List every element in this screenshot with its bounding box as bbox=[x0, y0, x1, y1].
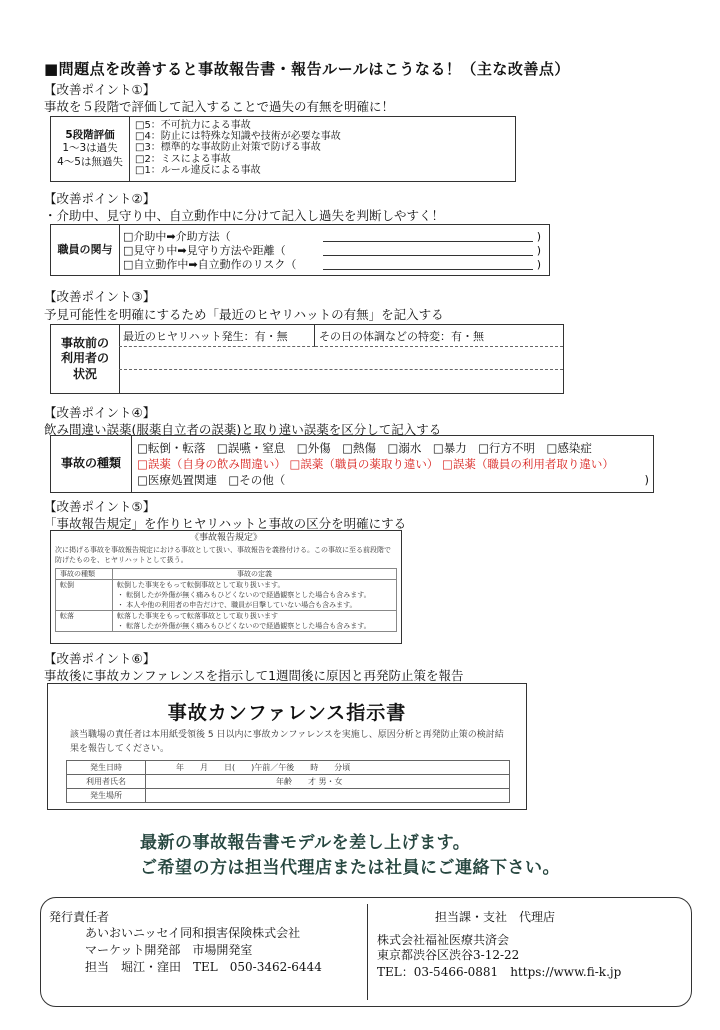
fill-line[interactable] bbox=[323, 255, 533, 256]
close-paren: ) bbox=[644, 473, 649, 487]
closing-line-2: ご希望の方は担当代理店または社員にご連絡下さい。 bbox=[140, 858, 560, 878]
point1-label-title: 5段階評価 bbox=[65, 128, 115, 141]
point3-desc: 予見可能性を明確にするため「最近のヒヤリハットの有無」を記入する bbox=[44, 307, 444, 322]
point1-box bbox=[50, 116, 516, 182]
rule-definition bbox=[113, 611, 397, 632]
point3-box bbox=[50, 324, 564, 394]
agent-tel[interactable]: TEL：03-5466-0881 https://www.fi-k.jp bbox=[377, 965, 622, 979]
accident-type-row[interactable] bbox=[137, 472, 649, 488]
point1-label-line: 4～5は無過失 bbox=[57, 155, 123, 168]
point3-label-line: 事故前の bbox=[60, 335, 109, 350]
conference-title: 事故カンファレンス指示書 bbox=[167, 702, 407, 724]
point4-title: 【改善ポイント④】 bbox=[44, 405, 156, 420]
rule-line: ・ 転落したが外傷が無く痛みもひどくないので経過観察とした場合も含みます。 bbox=[117, 622, 371, 630]
point5-title: 【改善ポイント⑤】 bbox=[44, 499, 156, 514]
agent-label: 担当課・支社 代理店 bbox=[435, 910, 556, 924]
conference-row bbox=[67, 761, 510, 775]
conference-body: 該当職場の責任者は本用紙受領後 5 日以内に事故カンファレンスを実施し、原因分析と再発防止策の検討結果を報告してください。 bbox=[70, 730, 504, 754]
rule-col-header: 事故の種類 bbox=[56, 569, 113, 580]
point6-title: 【改善ポイント⑥】 bbox=[44, 651, 156, 666]
conference-row-value[interactable]: 年齢 才 男・女 bbox=[146, 775, 510, 789]
condition-cell[interactable]: その日の体調などの特変：有・無 bbox=[315, 325, 563, 347]
involvement-row[interactable] bbox=[123, 230, 543, 244]
publisher-dept: マーケット開発部 市場開発室 bbox=[85, 943, 253, 957]
point2-label: 職員の関与 bbox=[51, 225, 120, 275]
publisher-label: 発行責任者 bbox=[49, 910, 110, 924]
publisher-company: あいおいニッセイ同和損害保険株式会社 bbox=[85, 926, 301, 940]
rule-document bbox=[50, 530, 402, 644]
conference-row bbox=[67, 789, 510, 803]
rule-doc-title: 《事故報告規定》 bbox=[189, 533, 262, 543]
rule-line: ・ 転倒したが外傷が無く痛みもひどくないので経過観察とした場合も含みます。 bbox=[117, 591, 371, 599]
conference-row bbox=[67, 775, 510, 789]
close-paren: ) bbox=[536, 258, 541, 271]
rule-col-header: 事故の定義 bbox=[113, 569, 397, 580]
rule-kind: 転落 bbox=[56, 611, 113, 632]
point4-desc: 飲み間違い誤薬(服薬自立者の誤薬)と取り違い誤薬を区分して記入する bbox=[44, 422, 442, 437]
publisher-contact: 担当 堀江・窪田 TEL 050-3462-6444 bbox=[85, 960, 322, 974]
conference-row-label: 発生日時 bbox=[67, 761, 146, 775]
option-checkbox[interactable]: □2：ミスによる事故 bbox=[135, 153, 231, 165]
fill-line[interactable] bbox=[323, 269, 533, 270]
involvement-option[interactable]: □介助中➡介助方法（ bbox=[123, 230, 231, 243]
conference-row-label: 発生場所 bbox=[67, 789, 146, 803]
involvement-option[interactable]: □自立動作中➡自立動作のリスク（ bbox=[123, 258, 297, 271]
involvement-option[interactable]: □見守り中➡見守り方法や距離（ bbox=[123, 244, 286, 257]
option-checkbox[interactable]: □5：不可抗力による事故 bbox=[135, 120, 251, 131]
conference-row-value[interactable] bbox=[146, 789, 510, 803]
conference-row-label: 利用者氏名 bbox=[67, 775, 146, 789]
point3-label-line: 利用者の bbox=[60, 351, 109, 366]
footer-box bbox=[40, 897, 692, 1007]
other-option[interactable]: □医療処置関連 □その他（ bbox=[137, 473, 286, 487]
point1-label-line: 1～3は過失 bbox=[62, 142, 118, 155]
point2-desc: ・介助中、見守り中、自立動作中に分けて記入し過失を判断しやすく！ bbox=[44, 208, 445, 223]
involvement-row[interactable] bbox=[123, 258, 543, 272]
point2-title: 【改善ポイント②】 bbox=[44, 191, 156, 206]
point2-box bbox=[50, 224, 550, 276]
point4-options bbox=[137, 440, 649, 488]
rule-table bbox=[55, 568, 397, 632]
point5-desc: 「事故報告規定」を作りヒヤリハットと事故の区分を明確にする bbox=[44, 516, 407, 531]
rule-doc-intro: 次に掲げる事故を事故報告規定における事故として扱い、事故報告を義務付ける。この事故に至る前段階で防げたものを、ヒヤリハットとして扱う。 bbox=[55, 546, 391, 564]
situation-line[interactable] bbox=[119, 347, 563, 370]
point3-label-line: 状況 bbox=[72, 366, 97, 381]
close-paren: ) bbox=[536, 244, 541, 257]
point4-box bbox=[50, 435, 654, 493]
footer-divider bbox=[367, 904, 368, 1000]
option-checkbox[interactable]: □1：ルール違反による事故 bbox=[135, 164, 261, 176]
conference-document bbox=[47, 683, 527, 810]
rule-line: ・ 本人や他の利用者の申告だけで、職員が目撃していない場合も含みます。 bbox=[117, 601, 357, 609]
point6-desc: 事故後に事故カンファレンスを指示して1週間後に原因と再発防止策を報告 bbox=[44, 668, 464, 683]
point1-desc: 事故を５段階で評価して記入することで過失の有無を明確に！ bbox=[44, 99, 395, 114]
point1-options bbox=[135, 120, 341, 176]
point1-title: 【改善ポイント①】 bbox=[44, 82, 156, 97]
close-paren: ) bbox=[536, 230, 541, 243]
point3-title: 【改善ポイント③】 bbox=[44, 289, 156, 304]
point2-options bbox=[123, 230, 543, 272]
point4-label: 事故の種類 bbox=[51, 436, 132, 492]
agent-address: 東京都渋谷区渋谷3-12-22 bbox=[377, 948, 520, 962]
rule-line: 転倒した事実をもって転倒事故として取り扱います。 bbox=[117, 581, 285, 589]
option-checkbox[interactable]: □3：標準的な事故防止対策で防げる事故 bbox=[135, 142, 321, 154]
rule-definition bbox=[113, 580, 397, 611]
conference-row-value[interactable]: 年 月 日( )午前／午後 時 分頃 bbox=[146, 761, 510, 775]
rule-kind: 転倒 bbox=[56, 580, 113, 611]
fill-line[interactable] bbox=[323, 241, 533, 242]
medication-error-row[interactable]: □誤薬（自身の飲み間違い） □誤薬（職員の薬取り違い） □誤薬（職員の利用者取り違い） bbox=[137, 457, 614, 471]
page-heading: ■問題点を改善すると事故報告書・報告ルールはこうなる！（主な改善点） bbox=[44, 60, 570, 78]
accident-type-row[interactable]: □転倒・転落 □誤嚥・窒息 □外傷 □熱傷 □溺水 □暴力 □行方不明 □感染症 bbox=[137, 441, 592, 455]
conference-table bbox=[66, 760, 510, 803]
point3-label bbox=[51, 325, 120, 393]
option-checkbox[interactable]: □4：防止には特殊な知識や技術が必要な事故 bbox=[135, 131, 341, 143]
near-miss-cell[interactable]: 最近のヒヤリハット発生：有・無 bbox=[119, 325, 315, 347]
rule-line: 転落した事実をもって転落事故として取り扱います bbox=[117, 612, 278, 620]
agent-name: 株式会社福祉医療共済会 bbox=[377, 933, 510, 947]
closing-line-1: 最新の事故報告書モデルを差し上げます。 bbox=[140, 833, 471, 853]
point1-label bbox=[51, 117, 130, 181]
involvement-row[interactable] bbox=[123, 244, 543, 258]
